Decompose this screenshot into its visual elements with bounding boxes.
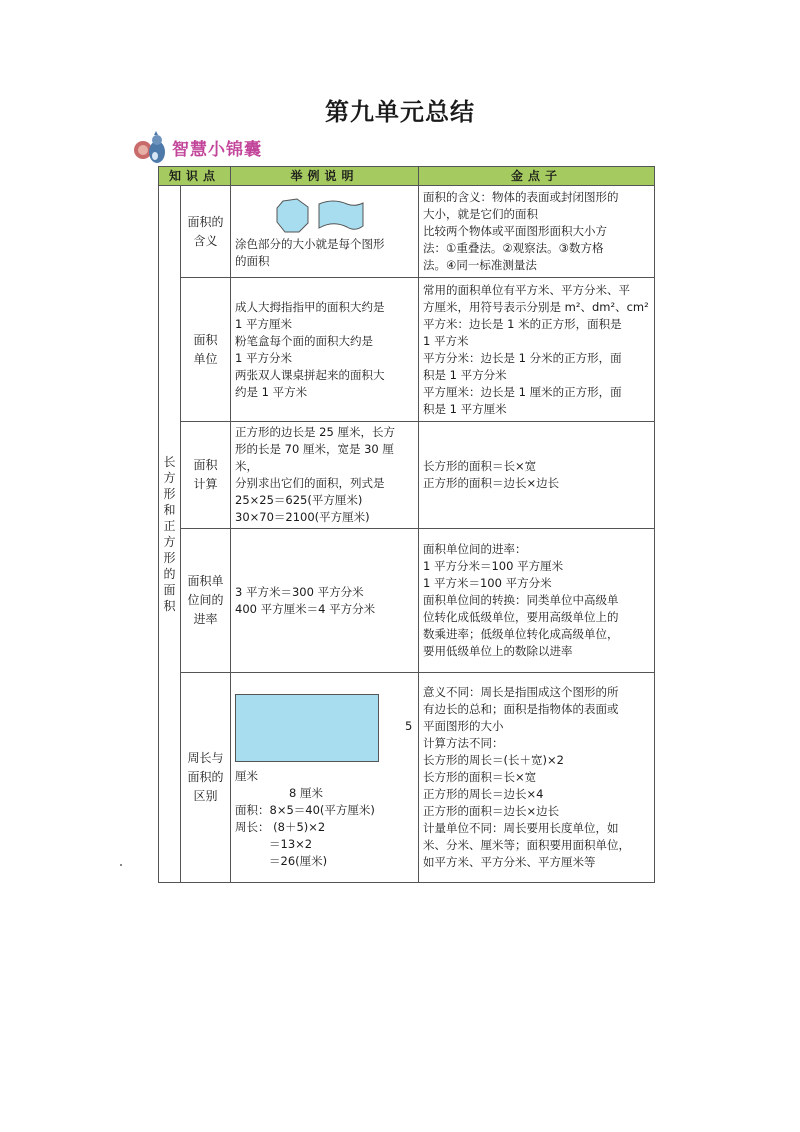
- rectangle-figure: [235, 694, 379, 762]
- topic-area-calc: 面积 计算: [181, 422, 231, 529]
- tip-unit-rate: 面积单位间的进率： 1 平方分米＝100 平方厘米 1 平方米＝100 平方分米 面积单位间的转换：同类单位中高级单 位转化成低级单位，要用高级单位上的 数乘进率；低级单位转化成高级单位， 要用低级单位上的数除以进率: [419, 529, 655, 673]
- mascot-icon: [132, 131, 168, 165]
- brand-text: 智慧小锦囊: [172, 140, 262, 160]
- topic-area-meaning: 面积的 含义: [181, 186, 231, 278]
- example-perimeter-vs-area: 5 厘米 8 厘米 面积：8×5＝40(平方厘米) 周长： (8＋5)×2 ＝13×2 ＝26(厘米): [231, 673, 419, 883]
- tip-perimeter-vs-area: 意义不同：周长是指围成这个图形的所 有边长的总和；面积是指物体的表面或 平面图形的大小 计算方法不同： 长方形的周长＝(长＋宽)×2 长方形的面积＝长×宽 正方形的周长＝边长×4 正方形的面积＝边长×边长 计量单位不同：周长要用长度单位，如 米、分米、厘米等；面积要用面积单位， 如平方米、平方分米、平方厘米等: [419, 673, 655, 883]
- header-knowledge-point: 知识点: [159, 167, 231, 186]
- table-row: [159, 673, 655, 883]
- shaded-shapes-icon: [275, 198, 375, 234]
- bottom-length-label: 8 厘米: [289, 785, 323, 800]
- table-row: [159, 186, 655, 278]
- side-length-label: 5: [405, 718, 413, 733]
- tip-area-unit: 常用的面积单位有平方米、平方分米、平 方厘米，用符号表示分别是 m²、dm²、cm² 平方米：边长是 1 米的正方形，面积是 1 平方米 平方分米：边长是 1 分米的正方形，面 积是 1 平方分米 平方厘米：边长是 1 厘米的正方形，面 积是 1 平方厘米: [419, 278, 655, 422]
- example-unit-rate: 3 平方米＝300 平方分米 400 平方厘米＝4 平方分米: [231, 529, 419, 673]
- table-row: [159, 529, 655, 673]
- topic-perimeter-vs-area: 周长与 面积的 区别: [181, 673, 231, 883]
- table-row: [159, 422, 655, 529]
- category-cell: 长 方 形 和 正 方 形 的 面 积: [159, 186, 181, 883]
- tip-area-calc: 长方形的面积＝长×宽 正方形的面积＝边长×边长: [419, 422, 655, 529]
- table-header-row: [159, 167, 655, 186]
- example-area-meaning: 涂色部分的大小就是每个图形 的面积: [231, 186, 419, 278]
- topic-area-unit: 面积 单位: [181, 278, 231, 422]
- table-row: [159, 278, 655, 422]
- tip-area-meaning: 面积的含义：物体的表面或封闭图形的 大小，就是它们的面积 比较两个物体或平面图形面积大小方 法：①重叠法。②观察法。③数方格 法。④同一标准测量法: [419, 186, 655, 278]
- knowledge-table: [158, 166, 655, 883]
- page-title: 第九单元总结: [325, 98, 475, 126]
- header-tips: 金点子: [419, 167, 655, 186]
- stray-dot: [120, 864, 122, 866]
- example-area-unit: 成人大拇指指甲的面积大约是 1 平方厘米 粉笔盒每个面的面积大约是 1 平方分米 两张双人课桌拼起来的面积大 约是 1 平方米: [231, 278, 419, 422]
- example-area-calc: 正方形的边长是 25 厘米，长方 形的长是 70 厘米，宽是 30 厘米， 分别求出它们的面积，列式是 25×25＝625(平方厘米) 30×70＝2100(平方厘米): [231, 422, 419, 529]
- header-example: 举例说明: [231, 167, 419, 186]
- side-unit-label: 厘米: [235, 768, 259, 783]
- topic-unit-rate: 面积单 位间的 进率: [181, 529, 231, 673]
